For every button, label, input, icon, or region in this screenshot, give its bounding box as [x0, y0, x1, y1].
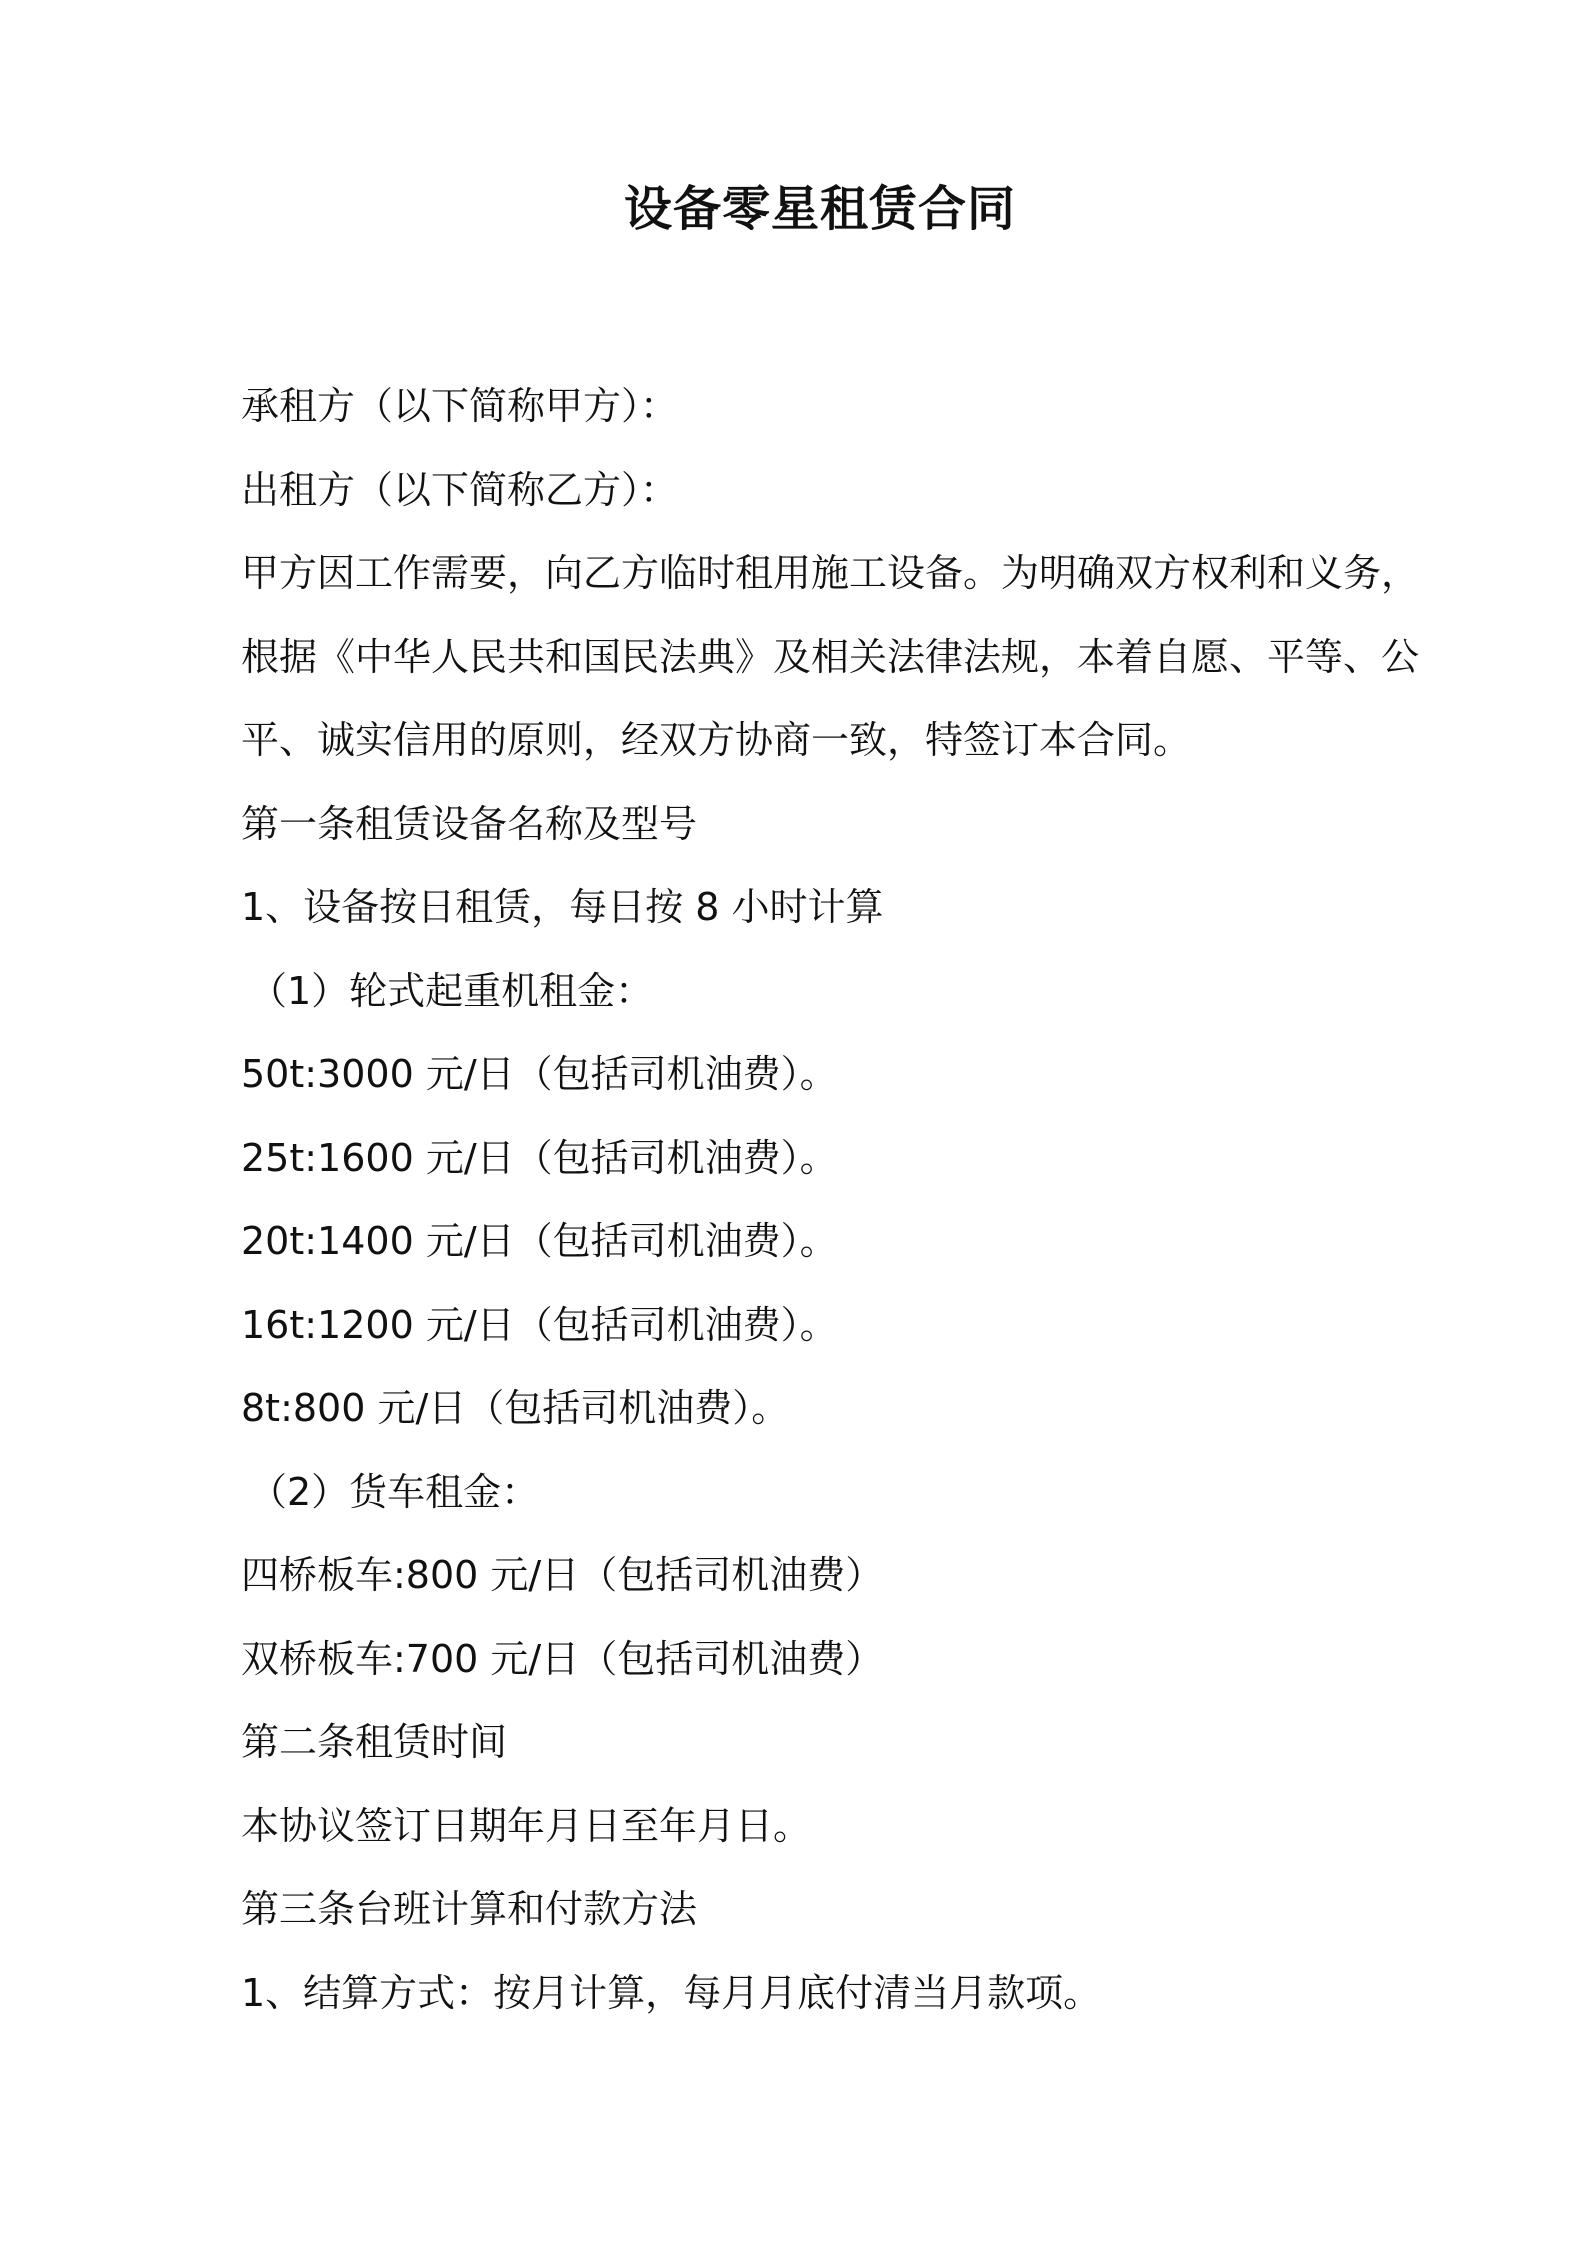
article-3-heading: 第三条台班计算和付款方法	[241, 1887, 698, 1931]
truck-rent-heading: （2）货车租金：	[249, 1469, 540, 1514]
lessee-line: 承租方（以下简称甲方）：	[241, 384, 679, 428]
document-title: 设备零星租赁合同	[623, 181, 1016, 237]
lessor-line: 出租方（以下简称乙方）：	[241, 467, 679, 512]
preamble-line-1: 甲方因工作需要，向乙方临时租用施工设备。为明确双方权利和义务，	[241, 551, 1420, 595]
crane-rate-16t: 16t:1200 元/日（包括司机油费）。	[241, 1302, 838, 1347]
preamble-line-2: 根据《中华人民共和国民法典》及相关法律法规，本着自愿、平等、公	[241, 634, 1420, 679]
article-2-heading: 第二条租赁时间	[241, 1720, 508, 1764]
truck-rate-two-axle: 双桥板车:700 元/日（包括司机油费）	[241, 1636, 884, 1681]
rental-period-line: 本协议签订日期年月日至年月日。	[241, 1803, 812, 1848]
crane-rent-heading: （1）轮式起重机租金：	[249, 968, 654, 1013]
truck-rate-four-axle: 四桥板车:800 元/日（包括司机油费）	[241, 1553, 884, 1597]
crane-rate-25t: 25t:1600 元/日（包括司机油费）。	[241, 1135, 838, 1180]
clause-1-1: 1、设备按日租赁，每日按 8 小时计算	[241, 885, 884, 929]
crane-rate-8t: 8t:800 元/日（包括司机油费）。	[241, 1386, 790, 1430]
preamble-line-3: 平、诚实信用的原则，经双方协商一致，特签订本合同。	[241, 718, 1192, 762]
settlement-method-line: 1、结算方式：按月计算，每月月底付清当月款项。	[241, 1970, 1102, 2015]
crane-rate-50t: 50t:3000 元/日（包括司机油费）。	[241, 1052, 838, 1096]
crane-rate-20t: 20t:1400 元/日（包括司机油费）。	[241, 1219, 838, 1263]
document-body	[241, 365, 1421, 2035]
article-1-heading: 第一条租赁设备名称及型号	[241, 801, 698, 846]
